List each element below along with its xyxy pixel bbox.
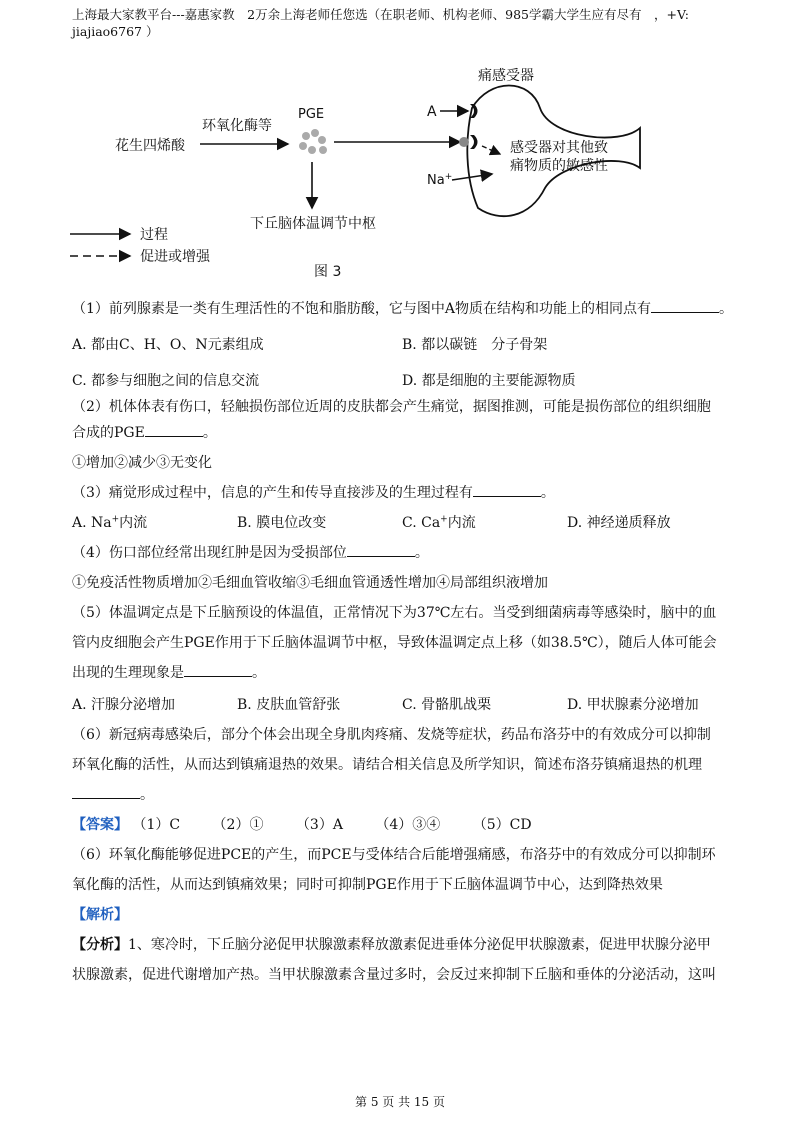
arrow-promote [482,146,500,154]
arrow-na [452,174,492,180]
answer-item-1: （1）C [132,817,181,833]
legend-process: 过程 [140,227,168,243]
q2-choices: ①增加②减少③无变化 [72,455,212,471]
analysis-line-2: 状腺激素，促进代谢增加产热。当甲状腺激素含量过多时，会反过来抑制下丘脑和垂体的分泌活动，这叫 [72,967,716,983]
q6-line-2: 环氧化酶的活性，从而达到镇痛退热的效果。请结合相关信息及所学知识，简述布洛芬镇痛退热的机理 [72,757,702,773]
q5-options [72,692,732,718]
q5-line-1: （5）体温调定点是下丘脑预设的体温值，正常情况下为37℃左右。当受到细菌病毒等感染时，脑中的血 [72,605,717,621]
q1-options-row-1 [72,332,732,358]
q3-blank [473,482,541,497]
figure-caption: 图 3 [314,264,342,280]
label-pain-receptor: 痛感受器 [478,68,534,84]
label-acid: 花生四烯酸 [115,138,185,154]
q1-options-row-2 [72,368,732,394]
analysis-tag: 【解析】 [72,907,128,923]
q3-options [72,510,732,536]
answer-line-3: 氧化酶的活性，从而达到镇痛效果；同时可抑制PGE作用于下丘脑体温调节中心，达到降热效果 [72,877,663,893]
q1-option-b: B. 都以碳链 分子骨架 [402,337,548,353]
pain-pathway-diagram [60,58,740,288]
answer-tag: 【答案】 [72,817,128,833]
q5-line-3: 出现的生理现象是 。 [72,660,732,686]
page-footer: 第 5 页 共 15 页 [355,1095,445,1109]
pge-bound [459,137,469,147]
q1-option-d: D. 都是细胞的主要能源物质 [402,373,576,389]
label-hypothalamus: 下丘脑体温调节中枢 [250,216,376,232]
q5-line-2: 管内皮细胞会产生PGE作用于下丘脑体温调节中枢，导致体温调定点上移（如38.5℃），随后人体可能会 [72,635,717,651]
q5-blank [184,662,252,677]
analysis-line-1: 【分析】1、寒冷时，下丘脑分泌促甲状腺激素释放激素促进垂体分泌促甲状腺激素，促进甲状腺分泌甲 [72,937,711,953]
q5-option-b: B. 皮肤血管舒张 [237,697,341,713]
answer-item-2: （2）① [212,817,264,833]
q1-option-a: A. 都由C、H、O、N元素组成 [72,337,264,353]
answer-line-2: （6）环氧化酶能够促进PCE的产生，而PCE与受体结合后能增强痛感，布洛芬中的有效成分可以抑制环 [72,847,716,863]
q6-line-1: （6）新冠病毒感染后，部分个体会出现全身肌肉疼痛、发烧等症状，药品布洛芬中的有效成分可以抑制 [72,727,711,743]
answer-item-5: （5）CD [472,817,532,833]
q5-option-a: A. 汗腺分泌增加 [72,697,176,713]
receptor-pge-site [470,135,478,149]
q5-option-c: C. 骨骼肌战栗 [402,697,492,713]
label-na: Na+ [427,172,453,188]
q1-option-c: C. 都参与细胞之间的信息交流 [72,373,260,389]
q3-option-b: B. 膜电位改变 [237,515,327,531]
q4-blank [347,542,415,557]
q2-line-2: 合成的PGE 。 [72,420,732,446]
label-a: A [427,104,437,120]
q2-blank [145,422,203,437]
page-header: 上海最大家教平台---嘉惠家教 2万余上海老师任您选（在职老师、机构老师、985学霸大学生应有尽有 ，+V: jiajiao6767 ） [72,7,689,39]
q6-blank [72,784,140,799]
q3-stem: （3）痛觉形成过程中，信息的产生和传导直接涉及的生理过程有 。 [72,480,732,506]
q1-blank [651,298,719,313]
analysis-tag-line [72,902,732,928]
label-sensitivity-2: 痛物质的敏感性 [510,158,608,174]
answer-item-4: （4）③④ [375,817,441,833]
legend-promote: 促进或增强 [140,249,210,265]
q3-option-a: A. Na+内流 [72,514,148,531]
label-pge: PGE [298,107,325,122]
label-enzyme: 环氧化酶等 [202,118,272,134]
q3-option-c: C. Ca+内流 [402,514,476,531]
q1-stem: （1）前列腺素是一类有生理活性的不饱和脂肪酸，它与图中A物质在结构和功能上的相同点有 。 [72,296,732,322]
q2-line-1: （2）机体体表有伤口，轻触损伤部位近周的皮肤都会产生痛觉，据图推测，可能是损伤部位的组织细胞 [72,399,711,415]
answer-item-3: （3）A [295,817,343,833]
label-sensitivity-1: 感受器对其他致 [510,140,608,156]
analysis-sub-tag: 【分析】 [72,937,128,953]
answer-line [72,812,732,838]
diagram-svg [60,58,740,288]
q3-option-d: D. 神经递质释放 [567,515,671,531]
question-content [72,296,732,988]
q6-line-3: 。 [72,782,732,808]
pge-molecules [299,129,327,154]
q5-option-d: D. 甲状腺素分泌增加 [567,697,699,713]
q4-choices: ①免疫活性物质增加②毛细血管收缩③毛细血管通透性增加④局部组织液增加 [72,575,548,591]
q4-stem: （4）伤口部位经常出现红肿是因为受损部位 。 [72,540,732,566]
